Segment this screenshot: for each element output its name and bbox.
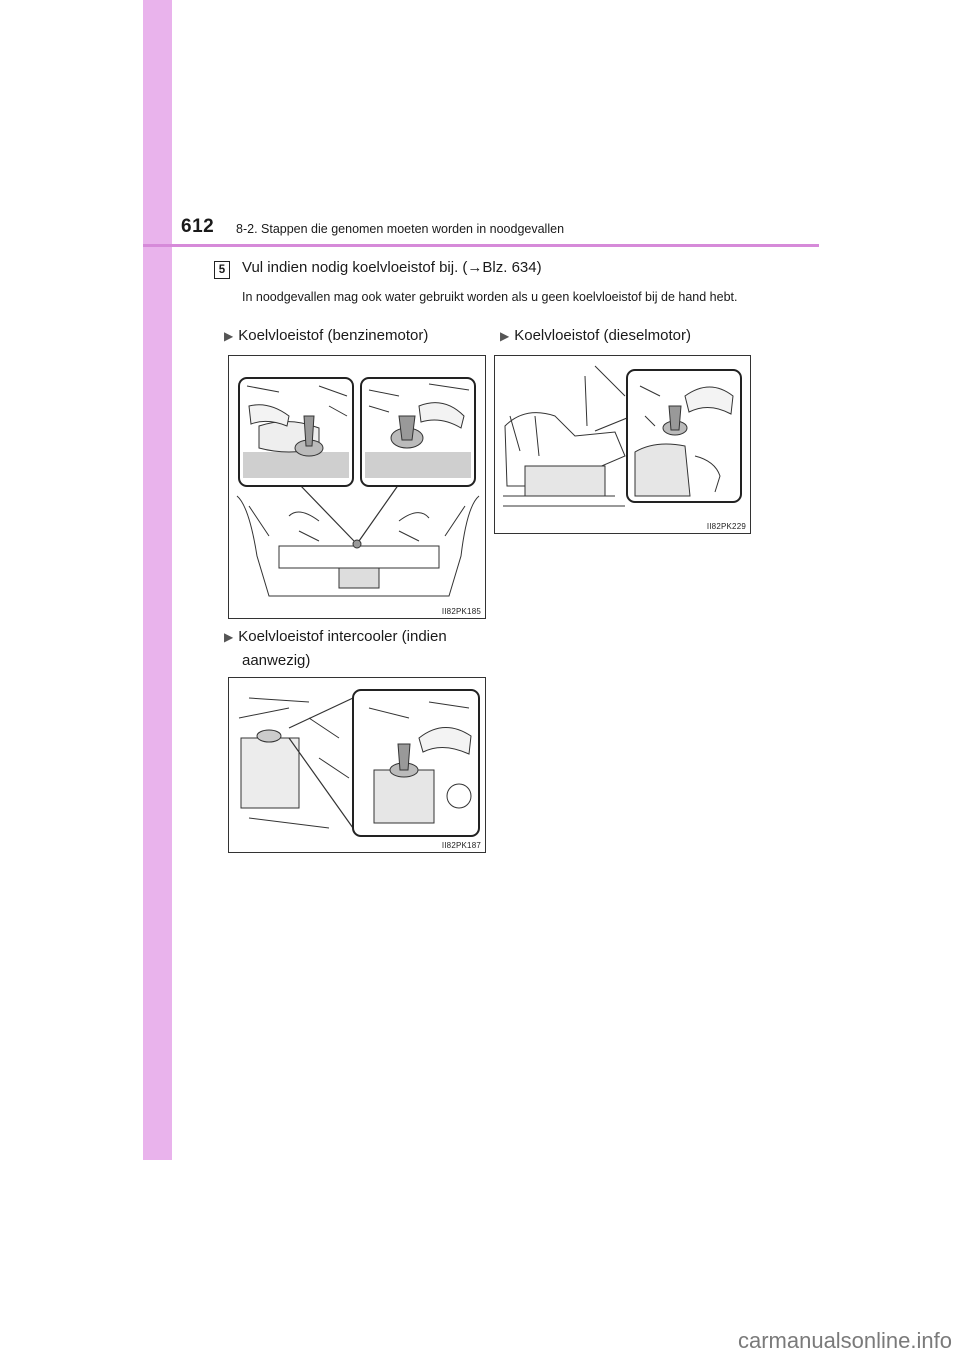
illustration-petrol-coolant — [228, 355, 486, 619]
page-number: 612 — [181, 216, 215, 237]
header-rule — [143, 244, 819, 247]
figure-code: II82PK187 — [441, 841, 481, 850]
engine-bay-drawing — [229, 356, 485, 618]
caption-petrol — [224, 324, 428, 348]
engine-bay-drawing — [495, 356, 750, 533]
caption-diesel — [500, 324, 691, 348]
caption-intercooler-line2: aanwezig) — [242, 652, 311, 669]
caption-petrol-label: Koelvloeistof (benzinemotor) — [238, 327, 429, 344]
caption-intercooler — [224, 625, 447, 672]
figure-code: II82PK229 — [706, 522, 746, 531]
step-number-badge: 5 — [214, 261, 230, 279]
step-instruction: Vul indien nodig koelvloeistof bij. (→Blz. 634) — [242, 259, 542, 276]
illustration-intercooler-coolant — [228, 677, 486, 853]
chapter-sidebar — [143, 0, 172, 1160]
engine-bay-drawing — [229, 678, 485, 852]
step-note: In noodgevallen mag ook water gebruikt worden als u geen koelvloeistof bij de hand hebt. — [242, 290, 738, 304]
section-title: 8-2. Stappen die genomen moeten worden in noodgevallen — [236, 222, 565, 236]
triangle-bullet-icon: ▶ — [500, 329, 510, 343]
caption-intercooler-line1: Koelvloeistof intercooler (indien — [238, 628, 447, 645]
triangle-bullet-icon: ▶ — [224, 329, 234, 343]
watermark: carmanualsonline.info — [737, 1328, 952, 1353]
caption-diesel-label: Koelvloeistof (dieselmotor) — [514, 327, 691, 344]
illustration-diesel-coolant — [494, 355, 751, 534]
triangle-bullet-icon: ▶ — [224, 630, 234, 644]
figure-code: II82PK185 — [441, 607, 481, 616]
